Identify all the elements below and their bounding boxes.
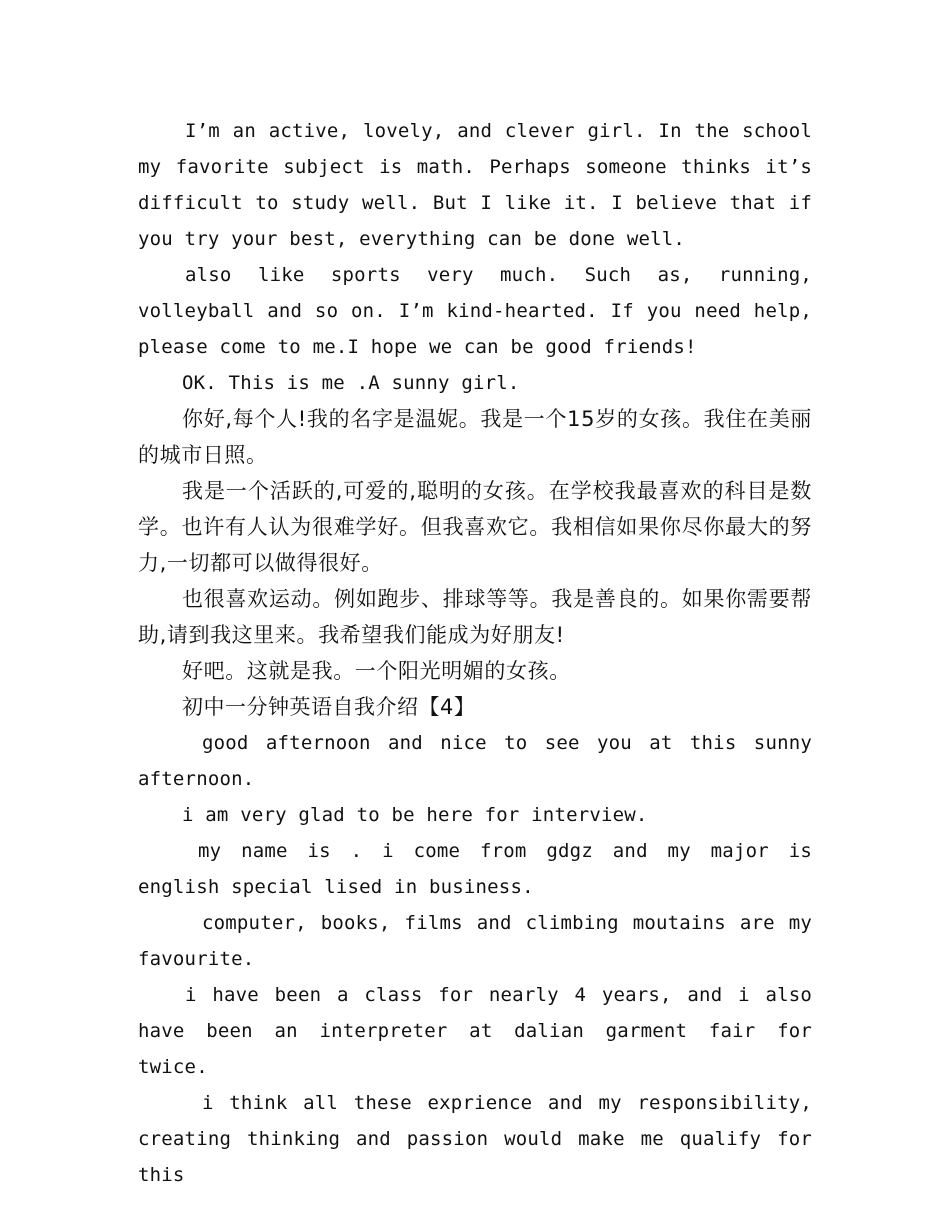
paragraph-hobbies: computer, books, films and climbing moutains are my favourite. — [138, 912, 812, 970]
paragraph-experience: i have been a class for nearly 4 years, and i also have been an interpreter at dalian garment fair for twice. — [138, 984, 812, 1078]
paragraph-name-major: my name is . i come from gdgz and my major is english special lised in business. — [138, 840, 812, 898]
section-heading: 初中一分钟英语自我介绍【4】 — [182, 695, 476, 719]
paragraph-chinese-intro: 我是一个活跃的,可爱的,聪明的女孩。在学校我最喜欢的科目是数学。也许有人认为很难学好。但我喜欢它。我相信如果你尽你最大的努力,一切都可以做得很好。 — [138, 479, 812, 575]
paragraph-chinese-sports: 也很喜欢运动。例如跑步、排球等等。我是善良的。如果你需要帮助,请到我这里来。我希望我们能成为好朋友! — [138, 587, 812, 647]
paragraph-qualification: i think all these exprience and my responsibility, creating thinking and passion would make me qualify for this — [138, 1092, 812, 1186]
paragraph-chinese-greeting: 你好,每个人!我的名字是温妮。我是一个15岁的女孩。我住在美丽的城市日照。 — [138, 407, 812, 467]
paragraph-glad: i am very glad to be here for interview. — [182, 804, 648, 826]
document-page — [138, 113, 812, 1193]
paragraph-greeting: good afternoon and nice to see you at this sunny afternoon. — [138, 732, 812, 790]
paragraph-english-closing: OK. This is me .A sunny girl. — [182, 372, 520, 394]
paragraph-english-intro: I’m an active, lovely, and clever girl. In the school my favorite subject is math. Perhaps someone thinks it’s difficult to study well. But I like it. I believe that if you try your best, everything can be done well. — [138, 120, 812, 250]
paragraph-chinese-closing: 好吧。这就是我。一个阳光明媚的女孩。 — [182, 659, 571, 683]
paragraph-english-sports: also like sports very much. Such as, running, volleyball and so on. I’m kind-hearted. If you need help, please come to me.I hope we can be good friends! — [138, 264, 812, 358]
